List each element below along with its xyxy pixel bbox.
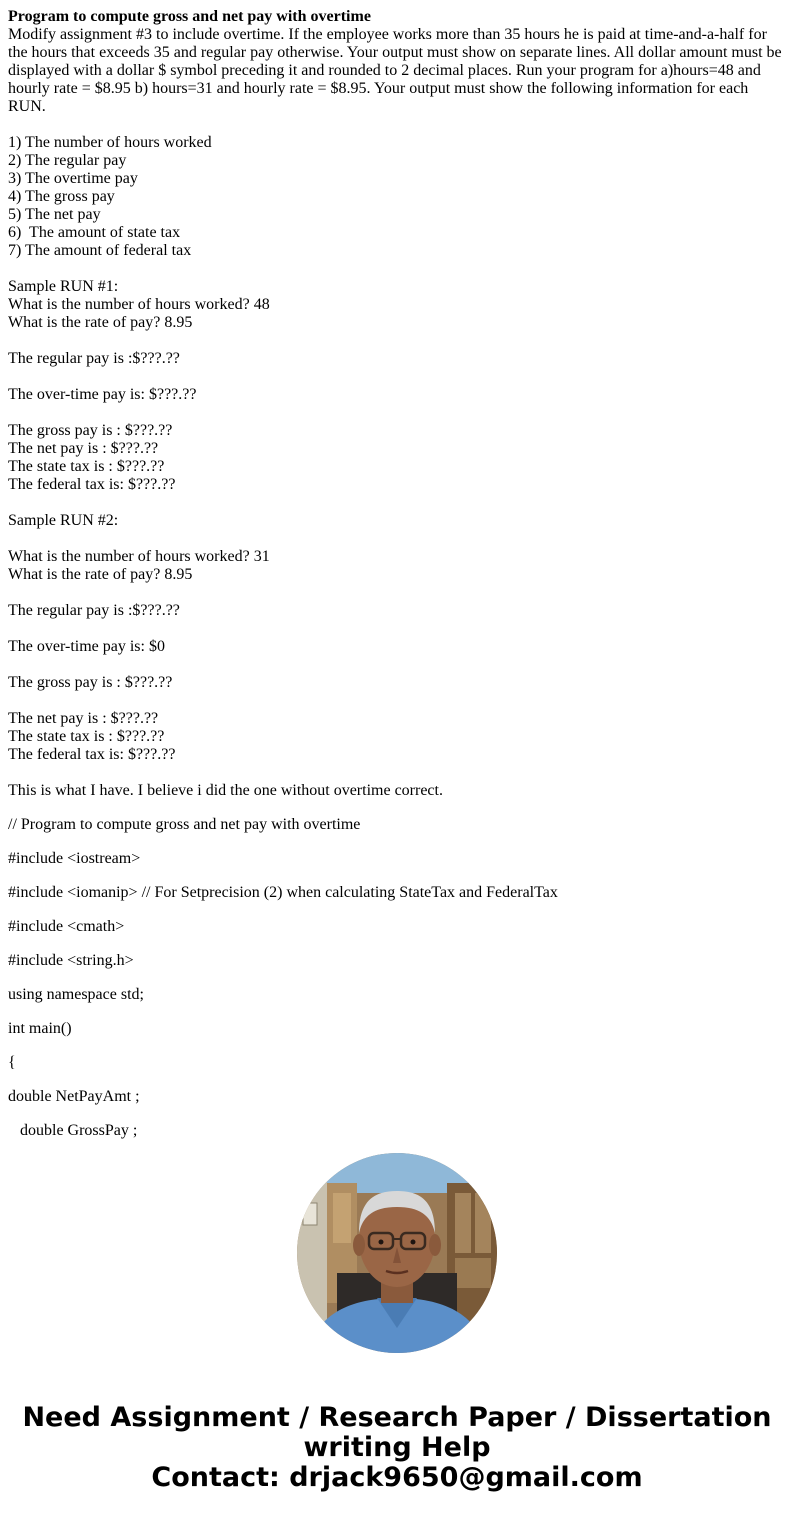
code-line: { — [8, 1054, 16, 1071]
avatar — [297, 1153, 497, 1353]
list-item: 5) The net pay — [8, 206, 101, 223]
list-item: 3) The overtime pay — [8, 170, 138, 187]
run2-state-tax: The state tax is : $???.?? — [8, 728, 165, 745]
run1-overtime-pay: The over-time pay is: $???.?? — [8, 386, 197, 403]
spacer — [8, 332, 786, 350]
question-intro: Modify assignment #3 to include overtime. If the employee works more than 35 hours he is paid at time-and-a-half for the hours that exceeds 35 and regular pay otherwise. Your output must show on separate lines. All dollar amount must be displayed with a dollar $ symbol preceding it and rounded to 2 decimal places. Run your program for a)hours=48 and hourly rate = $8.95 b) hours=31 and hourly rate = $8.95. Your output must show the following information for each RUN. — [8, 26, 782, 115]
run1-heading: Sample RUN #1: — [8, 278, 119, 295]
question-note: This is what I have. I believe i did the one without overtime correct. — [8, 782, 443, 799]
run2-federal-tax: The federal tax is: $???.?? — [8, 746, 176, 763]
spacer — [8, 116, 786, 134]
spacer — [8, 494, 786, 512]
code-line: #include <string.h> — [8, 952, 134, 969]
spacer — [8, 584, 786, 602]
run2-hours-prompt: What is the number of hours worked? 31 — [8, 548, 270, 565]
sample-run-1 — [8, 278, 786, 494]
spacer — [8, 530, 786, 548]
list-item: 7) The amount of federal tax — [8, 242, 192, 259]
run1-federal-tax: The federal tax is: $???.?? — [8, 476, 176, 493]
person-photo-icon — [297, 1153, 497, 1353]
list-item: 1) The number of hours worked — [8, 134, 212, 151]
question-title: Program to compute gross and net pay with overtime — [8, 8, 371, 25]
run1-hours-prompt: What is the number of hours worked? 48 — [8, 296, 270, 313]
contact-email: Contact: drjack9650@gmail.com — [151, 1462, 643, 1493]
code-line: #include <iostream> — [8, 850, 141, 867]
spacer — [8, 260, 786, 278]
code-block — [8, 816, 786, 1140]
banner-line: writing Help — [303, 1432, 491, 1463]
run2-regular-pay: The regular pay is :$???.?? — [8, 602, 180, 619]
list-item: 4) The gross pay — [8, 188, 115, 205]
run1-net-pay: The net pay is : $???.?? — [8, 440, 159, 457]
run2-rate-prompt: What is the rate of pay? 8.95 — [8, 566, 193, 583]
run2-heading: Sample RUN #2: — [8, 512, 119, 529]
code-line: int main() — [8, 1020, 72, 1037]
code-line: #include <iomanip> // For Setprecision (2) when calculating StateTax and FederalTax — [8, 884, 558, 901]
run2-gross-pay: The gross pay is : $???.?? — [8, 674, 173, 691]
run2-overtime-pay: The over-time pay is: $0 — [8, 638, 165, 655]
run1-gross-pay: The gross pay is : $???.?? — [8, 422, 173, 439]
spacer — [8, 368, 786, 386]
code-line: double GrossPay ; — [8, 1122, 138, 1139]
spacer — [8, 620, 786, 638]
spacer — [8, 692, 786, 710]
spacer — [8, 404, 786, 422]
list-item: 6) The amount of state tax — [8, 224, 181, 241]
run1-state-tax: The state tax is : $???.?? — [8, 458, 165, 475]
code-line: using namespace std; — [8, 986, 144, 1003]
contact-banner — [0, 1403, 794, 1493]
run2-net-pay: The net pay is : $???.?? — [8, 710, 159, 727]
run1-regular-pay: The regular pay is :$???.?? — [8, 350, 180, 367]
list-item: 2) The regular pay — [8, 152, 127, 169]
requirements-list — [8, 134, 786, 260]
spacer — [8, 656, 786, 674]
run1-rate-prompt: What is the rate of pay? 8.95 — [8, 314, 193, 331]
code-line: double NetPayAmt ; — [8, 1088, 140, 1105]
question-content — [8, 8, 786, 1156]
sample-run-2 — [8, 512, 786, 764]
banner-line: Need Assignment / Research Paper / Dissertation — [22, 1402, 772, 1433]
spacer — [8, 764, 786, 782]
code-line: // Program to compute gross and net pay with overtime — [8, 816, 361, 833]
code-line: #include <cmath> — [8, 918, 125, 935]
